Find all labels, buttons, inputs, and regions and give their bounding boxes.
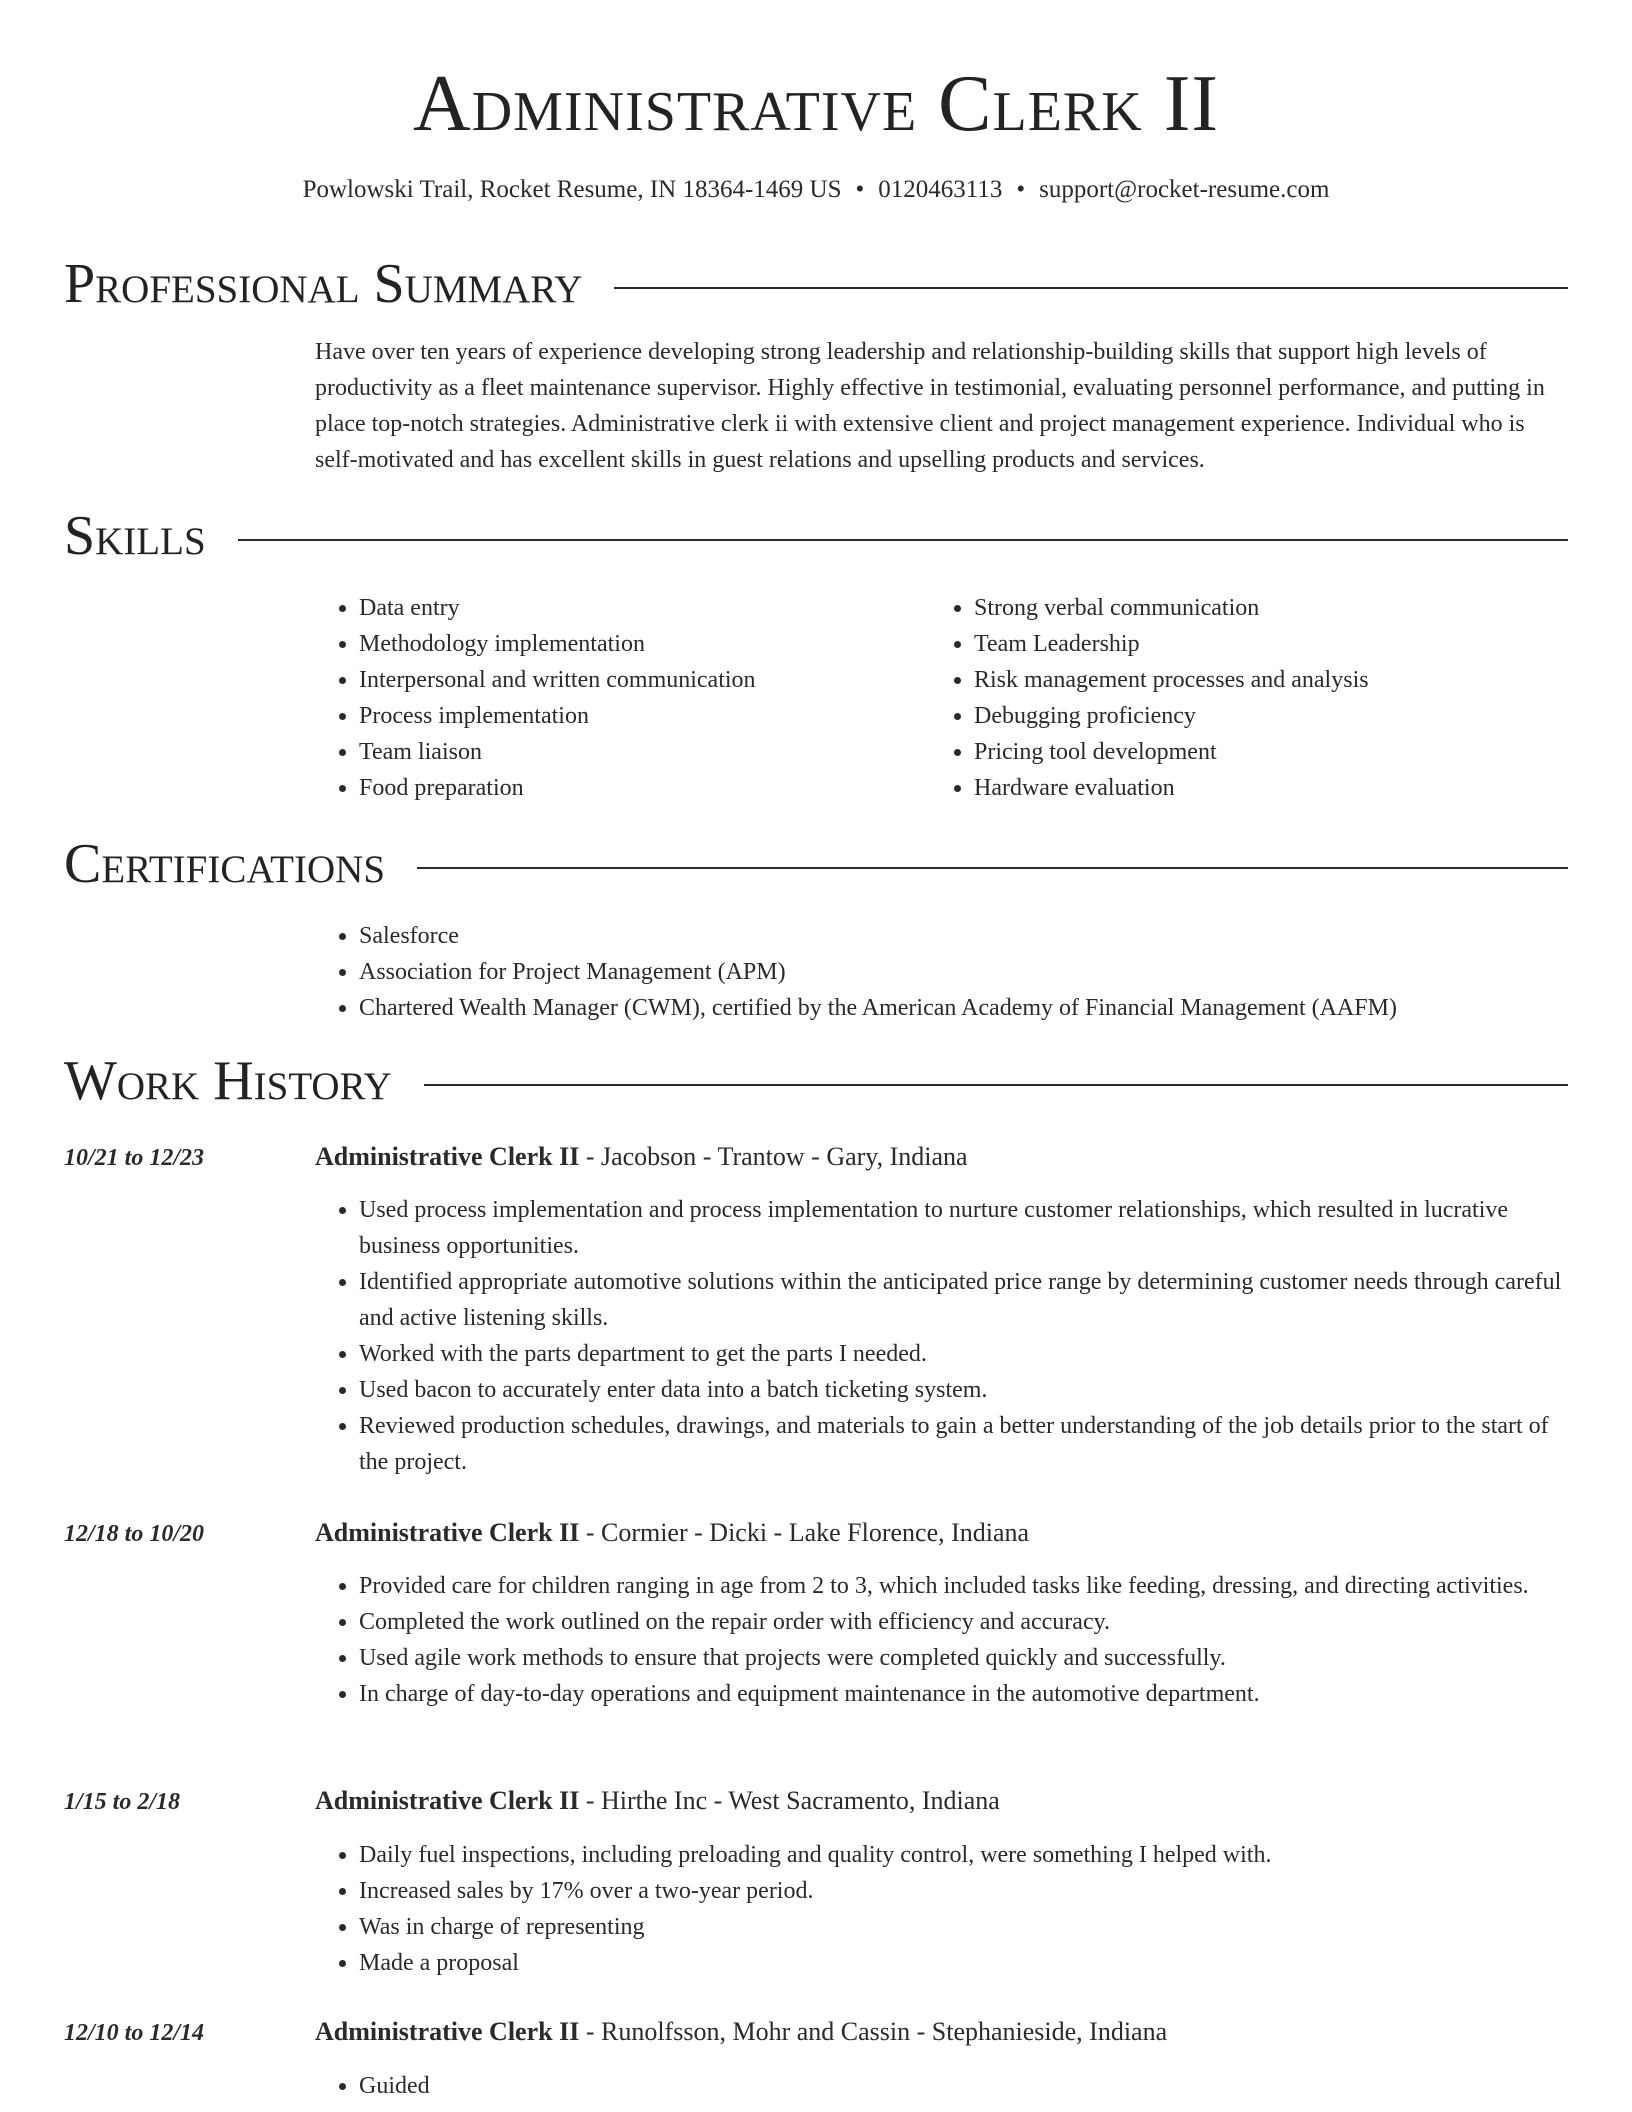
section-divider [417,867,1568,869]
summary-section-header [64,252,1568,316]
summary-text: Have over ten years of experience developing strong leadership and relationship-building skills that support high levels of productivity as a fleet maintenance supervisor. Highly effective in testimonial, evaluating personnel performance, and putting in place top-notch strategies. Administrative clerk ii with extensive client and project management experience. Individual who is self-motivated and has excellent skills in guest relations and upselling products and services. [315,339,1545,473]
job-bullet: • Daily fuel inspections, including preloading and quality control, were something I helped with. [359,1837,1565,1873]
job-heading [315,1515,1565,1551]
certification-item: • Association for Project Management (APM) [359,954,1565,990]
certification-item: • Chartered Wealth Manager (CWM), certified by the American Academy of Financial Management (AAFM) [359,990,1565,1026]
job-heading [315,1139,1565,1175]
job-title: Administrative Clerk II [315,1518,580,1547]
skills-column-right [930,590,1530,806]
job-bullet-list [315,1568,1565,1712]
skill-item: • Data entry [359,590,915,626]
summary-section-title: Professional Summary [64,253,583,315]
work-history-section-title: Work History [64,1050,392,1112]
job-bullet: • Provided care for children ranging in age from 2 to 3, which included tasks like feeding, dressing, and directing activities. [359,1568,1565,1604]
job-bullet: • Completed the work outlined on the repair order with efficiency and accuracy. [359,1604,1565,1640]
job-dates: 12/18 to 10/20 [64,1521,205,1547]
skill-item: • Interpersonal and written communication [359,662,915,698]
certifications-section-header [64,832,1568,896]
skills-section-header [64,504,1568,568]
job-bullet: • Was in charge of representing [359,1909,1565,1945]
section-divider [614,287,1568,289]
contact-email[interactable]: support@rocket-resume.com [1039,176,1330,203]
section-divider [424,1084,1568,1086]
contact-address: Powlowski Trail, Rocket Resume, IN 18364-1469 US [302,176,842,203]
skill-item: • Methodology implementation [359,626,915,662]
skill-item: • Team liaison [359,734,915,770]
job-bullet: • Made a proposal [359,1945,1565,1981]
certification-item: • Salesforce [359,918,1565,954]
job-bullet: • Reviewed production schedules, drawings, and materials to gain a better understanding of the job details prior to the start of the project. [359,1408,1565,1480]
contact-separator: • [855,176,865,203]
job-employer-location: - Hirthe Inc - West Sacramento, Indiana [579,1786,1000,1815]
contact-phone: 0120463113 [878,176,1003,203]
job-bullet-list [315,1837,1565,1981]
skill-item: • Team Leadership [974,626,1530,662]
job-bullet: • Increased sales by 17% over a two-year period. [359,1873,1565,1909]
section-divider [238,539,1568,541]
candidate-name: Administrative Clerk II [412,60,1220,148]
job-dates: 12/10 to 12/14 [64,2020,205,2046]
skill-item: • Debugging proficiency [974,698,1530,734]
job-title: Administrative Clerk II [315,1786,580,1815]
job-employer-location: - Jacobson - Trantow - Gary, Indiana [579,1142,968,1171]
skill-item: • Food preparation [359,770,915,806]
job-employer-location: - Runolfsson, Mohr and Cassin - Stephanieside, Indiana [579,2017,1168,2046]
job-bullet: • In charge of day-to-day operations and equipment maintenance in the automotive department. [359,1676,1565,1712]
job-bullet: • Worked with the parts department to get the parts I needed. [359,1336,1565,1372]
contact-line [0,174,1632,206]
job-heading [315,2014,1565,2050]
job-bullet: • Identified appropriate automotive solutions within the anticipated price range by determining customer needs through careful and active listening skills. [359,1264,1565,1336]
skill-item: • Pricing tool development [974,734,1530,770]
job-heading [315,1783,1565,1819]
job-bullet: • Guided [359,2068,1565,2104]
job-bullet-list [315,1192,1565,1480]
skill-item: • Process implementation [359,698,915,734]
job-dates: 1/15 to 2/18 [64,1789,181,1815]
job-title: Administrative Clerk II [315,2017,580,2046]
job-title: Administrative Clerk II [315,1142,580,1171]
contact-separator: • [1016,176,1026,203]
skills-section-title: Skills [64,505,206,567]
job-employer-location: - Cormier - Dicki - Lake Florence, Indiana [579,1518,1030,1547]
job-bullet: • Used bacon to accurately enter data into a batch ticketing system. [359,1372,1565,1408]
certifications-list [315,918,1565,1026]
job-dates: 10/21 to 12/23 [64,1145,205,1171]
skills-column-left [315,590,915,806]
job-bullet: • Used agile work methods to ensure that projects were completed quickly and successfully. [359,1640,1565,1676]
work-history-section-header [64,1049,1568,1113]
job-bullet-list [315,2068,1565,2104]
skill-item: • Strong verbal communication [974,590,1530,626]
certifications-section-title: Certifications [64,833,386,895]
job-bullet: • Used process implementation and process implementation to nurture customer relationships, which resulted in lucrative business opportunities. [359,1192,1565,1264]
skill-item: • Risk management processes and analysis [974,662,1530,698]
skill-item: • Hardware evaluation [974,770,1530,806]
